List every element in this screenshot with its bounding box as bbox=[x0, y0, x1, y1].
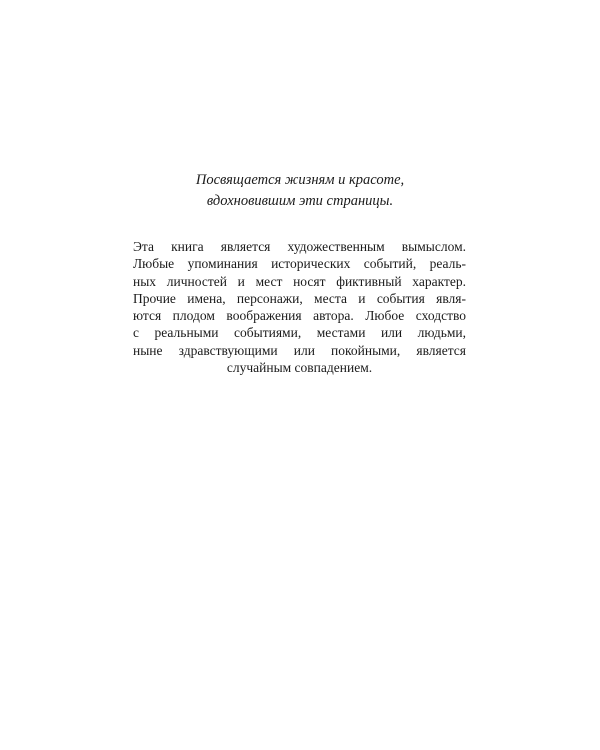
disclaimer-line: Эта книга является художественным вымыслом. bbox=[133, 239, 466, 254]
disclaimer-line: Прочие имена, персонажи, места и события явля- bbox=[133, 290, 466, 306]
disclaimer-line: ныне здравствующими или покойными, является bbox=[133, 342, 466, 358]
dedication-line: вдохновившим эти страницы. bbox=[206, 193, 394, 209]
disclaimer-line: с реальными событиями, местами или людьми, bbox=[133, 325, 466, 341]
disclaimer-line: Любые упоминания исторических событий, реаль- bbox=[133, 256, 466, 272]
dedication bbox=[130, 170, 470, 212]
disclaimer-line: ных личностей и мест носят фиктивный характер. bbox=[133, 273, 466, 289]
dedication-line: Посвящается жизням и красоте, bbox=[195, 172, 405, 188]
fiction-disclaimer bbox=[133, 238, 466, 376]
disclaimer-line: ются плодом воображения автора. Любое сходство bbox=[133, 308, 466, 324]
disclaimer-line: случайным совпадением. bbox=[226, 360, 373, 376]
